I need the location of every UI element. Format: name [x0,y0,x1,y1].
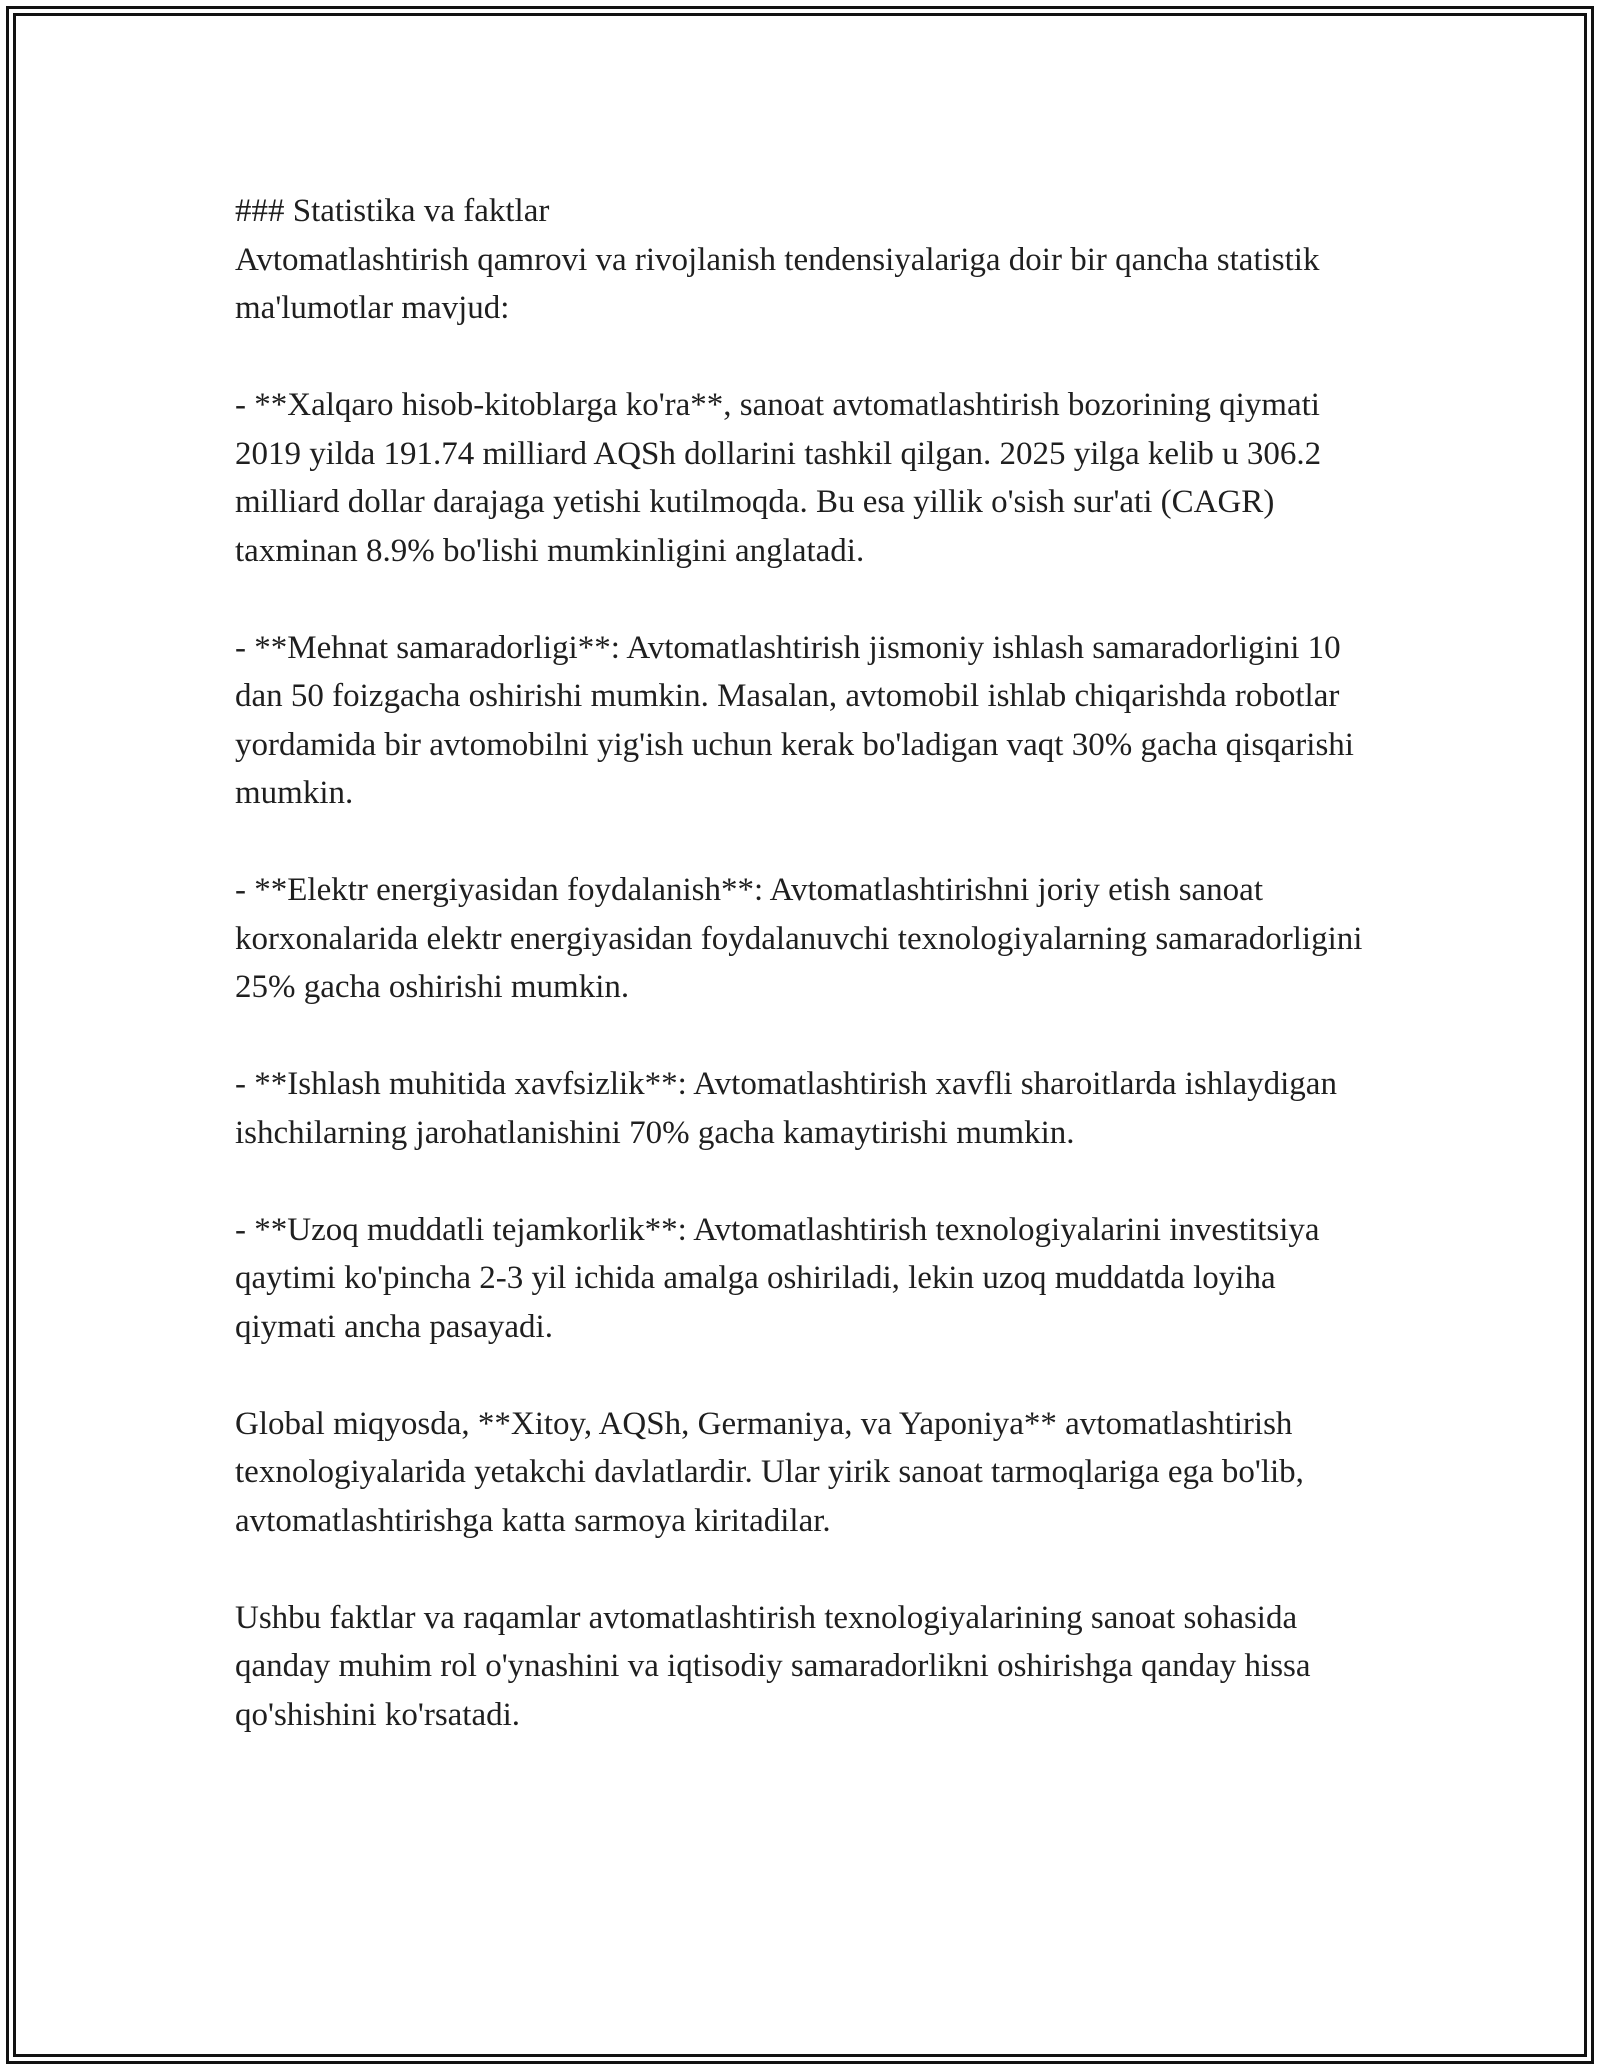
list-item-labor-productivity: - **Mehnat samaradorligi**: Avtomatlashtirish jismoniy ishlash samaradorligini 10 dan 50 foizgacha oshirishi mumkin. Masalan, avtomobil ishlab chiqarishda robotlar yordamida bir avtomobilni yig'ish uchun kerak bo'ladigan vaqt 30% gacha qisqarishi mumkin. [235,629,1354,811]
list-item-workplace-safety: - **Ishlash muhitida xavfsizlik**: Avtomatlashtirish xavfli sharoitlarda ishlaydigan ishchilarning jarohatlanishini 70% gacha kamaytirishi mumkin. [235,1066,1337,1151]
list-item-market-value: - **Xalqaro hisob-kitoblarga ko'ra**, sanoat avtomatlashtirish bozorining qiymati 2019 yilda 191.74 milliard AQSh dollarini tashkil qilgan. 2025 yilga kelib u 306.2 milliard dollar darajaga yetishi kutilmoqda. Bu esa yillik o'sish sur'ati (CAGR) taxminan 8.9% bo'lishi mumkinligini anglatadi. [235,387,1322,569]
global-paragraph: Global miqyosda, **Xitoy, AQSh, Germaniya, va Yaponiya** avtomatlashtirish texnologiyalarida yetakchi davlatlardir. Ular yirik sanoat tarmoqlariga ega bo'lib, avtomatlashtirishga katta sarmoya kiritadilar. [235,1405,1304,1539]
section-heading: ### Statistika va faktlar [235,193,550,229]
conclusion-paragraph: Ushbu faktlar va raqamlar avtomatlashtirish texnologiyalarining sanoat sohasida qanday muhim rol o'ynashini va iqtisodiy samaradorlikni oshirishga qanday hissa qo'shishini ko'rsatadi. [235,1599,1311,1733]
intro-paragraph: Avtomatlashtirish qamrovi va rivojlanish tendensiyalariga doir bir qancha statistik ma'lumotlar mavjud: [235,241,1320,326]
list-item-long-term-savings: - **Uzoq muddatli tejamkorlik**: Avtomatlashtirish texnologiyalarini investitsiya qaytimi ko'pincha 2-3 yil ichida amalga oshiriladi, lekin uzoq muddatda loyiha qiymati ancha pasayadi. [235,1211,1320,1345]
list-item-electricity-use: - **Elektr energiyasidan foydalanish**: Avtomatlashtirishni joriy etish sanoat korxonalarida elektr energiyasidan foydalanuvchi texnologiyalarning samaradorligini 25% gacha oshirishi mumkin. [235,872,1363,1005]
document-body [235,187,1375,1739]
